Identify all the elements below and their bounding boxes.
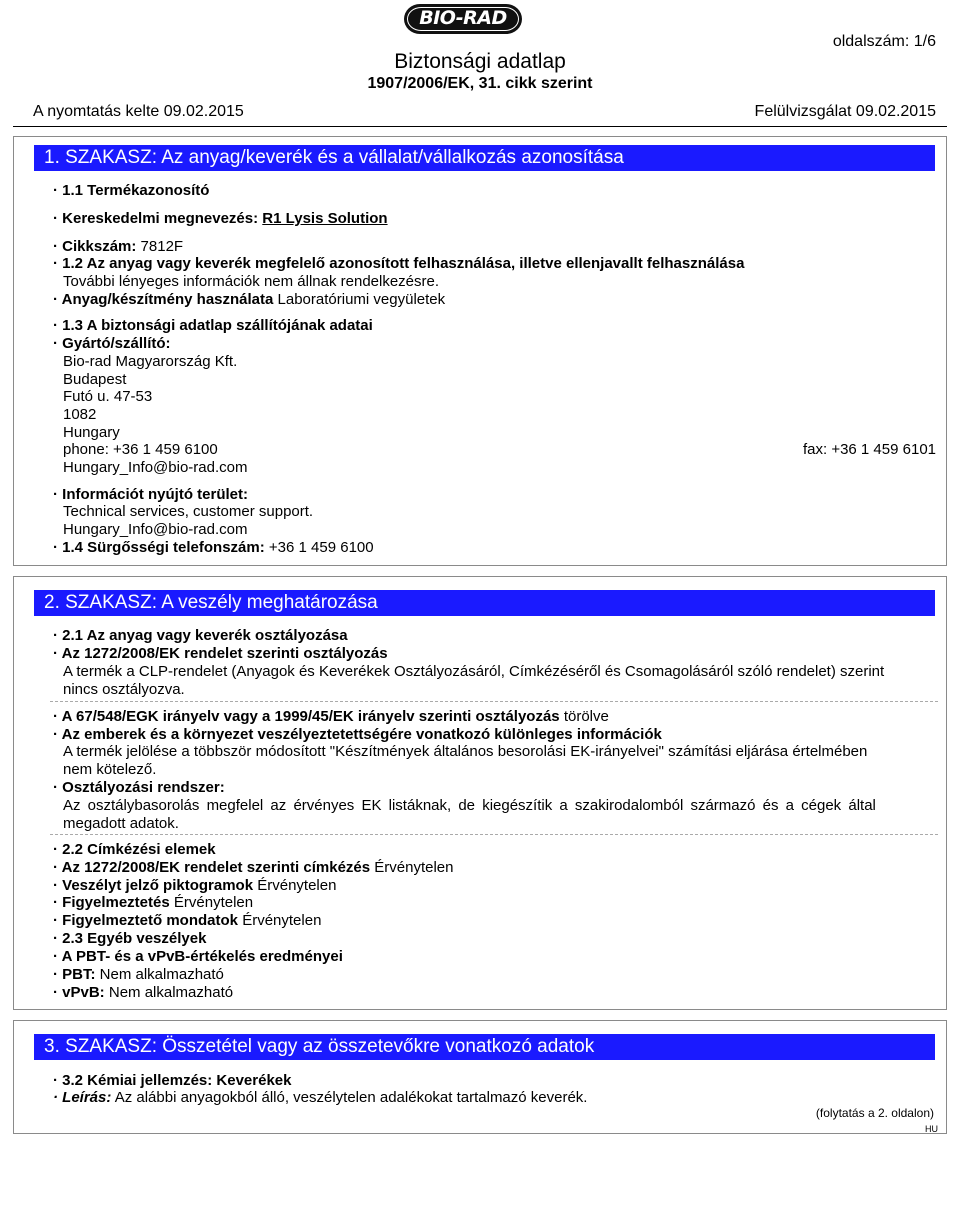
emergency-row bbox=[53, 539, 374, 557]
address-country: Hungary bbox=[63, 424, 120, 441]
label-elements-heading: · 2.2 Címkézési elemek bbox=[53, 841, 216, 858]
vpvb-row bbox=[53, 984, 233, 1002]
use-row bbox=[53, 291, 445, 309]
pictogram-row bbox=[53, 877, 336, 895]
pbt-assessment-heading: · A PBT- és a vPvB-értékelés eredményei bbox=[53, 948, 343, 965]
clp-labelling-value: Érvénytelen bbox=[374, 859, 454, 876]
page-number: oldalszám: 1/6 bbox=[832, 33, 936, 50]
header-rule bbox=[13, 126, 947, 127]
bio-rad-logo bbox=[404, 4, 522, 34]
directive-label: · A 67/548/EGK irányelv vagy a 1999/45/EK irányelv szerinti osztályozás bbox=[53, 708, 560, 725]
description-row bbox=[53, 1089, 587, 1107]
address-city: Budapest bbox=[63, 371, 127, 388]
section-2-title: 2. SZAKASZ: A veszély meghatározása bbox=[34, 590, 935, 616]
section-3-title: 3. SZAKASZ: Összetétel vagy az összetevőkre vonatkozó adatok bbox=[34, 1034, 935, 1060]
pictogram-value: Érvénytelen bbox=[257, 877, 337, 894]
identified-uses-heading: · 1.2 Az anyag vagy keverék megfelelő azonosított felhasználása, illetve ellenjavallt felhasználása bbox=[53, 255, 745, 272]
emergency-value: +36 1 459 6100 bbox=[268, 539, 374, 556]
fax: fax: +36 1 459 6101 bbox=[802, 441, 936, 458]
dashed-divider bbox=[50, 701, 938, 702]
section-1-title: 1. SZAKASZ: Az anyag/keverék és a vállalat/vállalkozás azonosítása bbox=[34, 145, 935, 171]
trade-name-row bbox=[53, 210, 388, 228]
classification-heading: · 2.1 Az anyag vagy keverék osztályozása bbox=[53, 627, 348, 644]
chemical-characterization: · 3.2 Kémiai jellemzés: Keverékek bbox=[53, 1072, 292, 1089]
language-code: HU bbox=[925, 1124, 938, 1134]
signal-word-row bbox=[53, 894, 253, 912]
article-number-label: · Cikkszám: bbox=[53, 238, 137, 255]
pbt-label: · PBT: bbox=[53, 966, 96, 983]
classification-system-line2: megadott adatok. bbox=[63, 815, 179, 832]
use-label: · Anyag/készítmény használata bbox=[53, 291, 274, 308]
hazard-statements-label: · Figyelmeztető mondatok bbox=[53, 912, 239, 929]
address-street: Futó u. 47-53 bbox=[63, 388, 153, 405]
pbt-value: Nem alkalmazható bbox=[99, 966, 224, 983]
phone: phone: +36 1 459 6100 bbox=[63, 441, 218, 458]
print-date: A nyomtatás kelte 09.02.2015 bbox=[33, 103, 244, 120]
special-info-line2: nem kötelező. bbox=[63, 761, 157, 778]
other-hazards-heading: · 2.3 Egyéb veszélyek bbox=[53, 930, 207, 947]
special-info-label: · Az emberek és a környezet veszélyeztetettségére vonatkozó különleges információk bbox=[53, 726, 662, 743]
info-area-value: Technical services, customer support. bbox=[63, 503, 314, 520]
vpvb-label: · vPvB: bbox=[53, 984, 105, 1001]
document-title: Biztonsági adatlap bbox=[394, 50, 566, 73]
info-area-email[interactable]: Hungary_Info@bio-rad.com bbox=[63, 521, 248, 538]
emergency-label: · 1.4 Sürgősségi telefonszám: bbox=[53, 539, 265, 556]
product-identifier-heading: · 1.1 Termékazonosító bbox=[53, 182, 210, 199]
directive-value: törölve bbox=[563, 708, 609, 725]
use-value: Laboratóriumi vegyületek bbox=[277, 291, 446, 308]
address-postcode: 1082 bbox=[63, 406, 97, 423]
clp-text-line1: A termék a CLP-rendelet (Anyagok és Keverékek Osztályozásáról, Címkézéséről és Csomagolásáról szóló rendelet) szerint bbox=[63, 663, 885, 680]
clp-text-line2: nincs osztályozva. bbox=[63, 681, 185, 698]
description-value: Az alábbi anyagokból álló, veszélytelen adalékokat tartalmazó keverék. bbox=[114, 1089, 588, 1106]
directive-row bbox=[53, 708, 609, 726]
trade-name-value: R1 Lysis Solution bbox=[262, 210, 388, 227]
hazard-statements-row bbox=[53, 912, 321, 930]
continued-note: (folytatás a 2. oldalon) bbox=[815, 1106, 934, 1120]
article-number-row bbox=[53, 238, 183, 256]
article-number-value: 7812F bbox=[140, 238, 184, 255]
supplier-heading: · 1.3 A biztonsági adatlap szállítójának adatai bbox=[53, 317, 373, 334]
document-subtitle: 1907/2006/EK, 31. cikk szerint bbox=[367, 75, 593, 92]
clp-labelling-row bbox=[53, 859, 454, 877]
classification-system-line1: Az osztálybasorolás megfelel az érvényes EK listáknak, de kiegészítik a szakirodalomból származó és a cégek által bbox=[63, 797, 876, 814]
pbt-row bbox=[53, 966, 224, 984]
clp-labelling-label: · Az 1272/2008/EK rendelet szerinti címkézés bbox=[53, 859, 371, 876]
address-company: Bio-rad Magyarország Kft. bbox=[63, 353, 238, 370]
dashed-divider-2 bbox=[50, 834, 938, 835]
trade-name-label: · Kereskedelmi megnevezés: bbox=[53, 210, 259, 227]
manufacturer-label: · Gyártó/szállító: bbox=[53, 335, 171, 352]
signal-word-value: Érvénytelen bbox=[173, 894, 254, 911]
signal-word-label: · Figyelmeztetés bbox=[53, 894, 170, 911]
pictogram-label: · Veszélyt jelző piktogramok bbox=[53, 877, 254, 894]
revision-date: Felülvizsgálat 09.02.2015 bbox=[754, 103, 936, 120]
special-info-line1: A termék jelölése a többször módosított "Készítmények általános besorolási EK-irányelvei" számítási eljárása értelmében bbox=[63, 743, 868, 760]
identified-uses-info: További lényeges információk nem állnak rendelkezésre. bbox=[63, 273, 440, 290]
vpvb-value: Nem alkalmazható bbox=[108, 984, 234, 1001]
logo-text: BIO-RAD bbox=[419, 7, 507, 29]
info-area-label: · Információt nyújtó terület: bbox=[53, 486, 248, 503]
clp-classification-label: · Az 1272/2008/EK rendelet szerinti osztályozás bbox=[53, 645, 388, 662]
description-label: · Leírás: bbox=[53, 1089, 112, 1106]
email[interactable]: Hungary_Info@bio-rad.com bbox=[63, 459, 248, 476]
hazard-statements-value: Érvénytelen bbox=[242, 912, 322, 929]
classification-system-label: · Osztályozási rendszer: bbox=[53, 779, 225, 796]
